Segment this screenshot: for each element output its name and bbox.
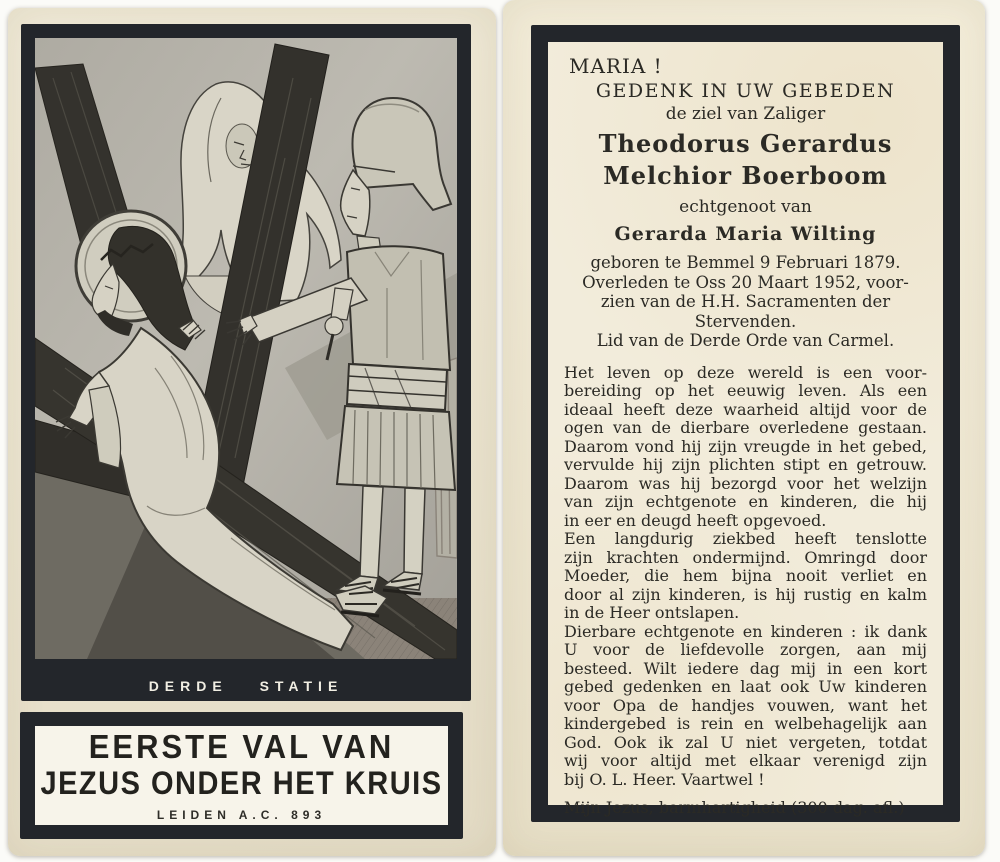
soldier-tunic: [347, 246, 450, 370]
prayer-card-front: [8, 8, 496, 856]
caption-title-line-1: EERSTE VAL VAN: [88, 727, 395, 765]
body-line: gebed gedenken en laat ook Uw kinderen: [564, 677, 927, 697]
body-line: God. Ook ik zal U niet vergeten, totdat: [564, 732, 927, 752]
salutation: MARIA !: [569, 54, 663, 78]
body-line: vervulde hij zijn plichten stipt en getrouw.: [564, 455, 927, 475]
body-line: Dierbare echtgenote en kinderen : ik dank: [564, 621, 927, 641]
body-line: U voor de liefdevolle zorgen, aan mij: [564, 640, 927, 660]
deceased-name-line-1: Theodorus Gerardus: [598, 129, 893, 158]
caption-box: [20, 712, 463, 839]
caption-panel: [35, 726, 448, 825]
soldier-belt: [347, 364, 447, 410]
body-line: door al zijn kinderen, is hij rustig en kalm: [564, 584, 927, 604]
text-frame: [531, 25, 960, 822]
vitals-line: Overleden te Oss 20 Maart 1952, voor-: [582, 272, 909, 292]
memorial-text-panel: [548, 42, 943, 817]
body-line: in de Heer ontslapen.: [564, 603, 740, 623]
body-line: Daarom vond hij zijn vreugde in het gebed,: [564, 436, 927, 456]
body-line: Moeder, die hem bijna nooit verliet en: [564, 566, 927, 586]
body-line: van zijn echtgenote en kinderen, die hij: [564, 492, 927, 512]
caption-title-line-2: JEZUS ONDER HET KRUIS: [40, 765, 443, 802]
vitals-line: Lid van de Derde Orde van Carmel.: [596, 331, 895, 351]
station-label: DERDE STATIE: [148, 678, 344, 694]
body-line: zijn krachten ondermijnd. Omringd door: [564, 547, 927, 567]
vitals-line: Stervenden.: [694, 311, 797, 331]
station-illustration: [35, 38, 457, 659]
body-line: ideaal heeft deze waarheid altijd voor de: [564, 399, 927, 419]
body-line: Het leven op deze wereld is een voor-: [564, 362, 927, 382]
body-line: kindergebed is rein en welbehagelijk aan: [564, 714, 927, 734]
body-line: bereiding op het eeuwig leven. Als een: [564, 381, 927, 401]
vitals-line: geboren te Bemmel 9 Februari 1879.: [590, 253, 901, 272]
body-line: Daarom was hij bezorgd voor het welzijn: [564, 473, 927, 493]
body-line: in eer en deugd heeft opgevoed.: [564, 510, 827, 530]
heading: GEDENK IN UW GEBEDEN: [595, 80, 896, 102]
body-line: voor Opa de handjes vouwen, want het: [564, 695, 927, 715]
prayer-card-back: [503, 0, 985, 856]
spouse-name: Gerarda Maria Wilting: [614, 223, 877, 245]
artwork-frame: [21, 24, 471, 701]
deceased-name-line-2: Melchior Boerboom: [603, 161, 888, 190]
body-line: bij O. L. Heer. Vaartwel !: [564, 769, 765, 789]
vitals-line: zien van de H.H. Sacramenten der: [600, 292, 891, 312]
vitals-block: [564, 253, 927, 351]
body-line: besteed. Wilt iedere dag mij in een kort: [564, 658, 927, 678]
publisher-line: LEIDEN A.C. 893: [156, 807, 327, 822]
relation-line: echtgenoot van: [679, 197, 812, 217]
soldier-fist: [325, 317, 343, 335]
indulgence-line: Mijn Jezus, barmhartigheid (300 dag. afl.): [564, 798, 905, 818]
body-line: Een langdurig ziekbed heeft tenslotte: [564, 529, 927, 549]
soldier-leg: [404, 488, 425, 574]
subheading: de ziel van Zaliger: [665, 104, 826, 124]
body-line: wij voor altijd met elkaar verenigd zijn: [564, 751, 927, 771]
memorial-body: [564, 364, 927, 790]
body-line: ogen van de dierbare overledene gestaan.: [564, 418, 927, 438]
